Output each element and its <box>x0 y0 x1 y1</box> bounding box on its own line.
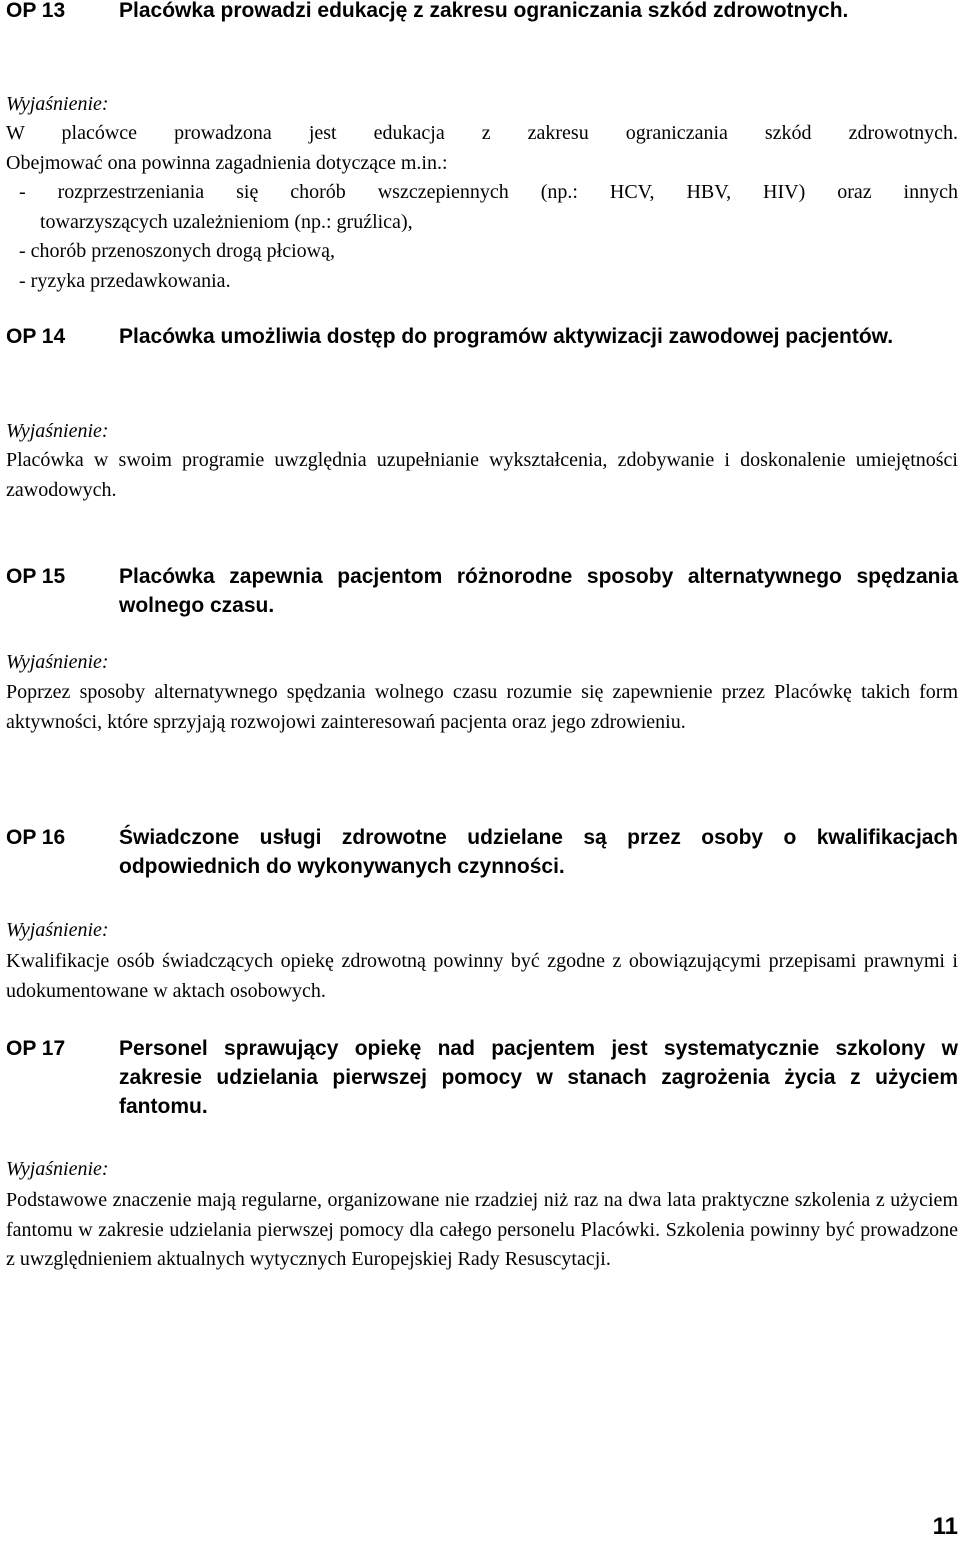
section-op13-header <box>6 0 958 25</box>
explanation-label: Wyjaśnienie: <box>6 420 109 442</box>
section-op13-explanation <box>6 119 958 296</box>
section-code: OP 15 <box>6 565 66 588</box>
list-item: - rozprzestrzeniania się chorób wszczepiennych (np.: HCV, HBV, HIV) oraz innych <box>19 181 958 203</box>
section-title: Placówka prowadzi edukację z zakresu ograniczania szkód zdrowotnych. <box>119 0 849 22</box>
section-title: Placówka zapewnia pacjentom różnorodne sposoby alternatywnego spędzania wolnego czasu. <box>119 565 958 617</box>
explanation-label: Wyjaśnienie: <box>6 651 109 673</box>
explanation-label: Wyjaśnienie: <box>6 93 109 115</box>
section-op16-header <box>6 823 958 881</box>
section-text: Kwalifikacje osób świadczących opiekę zdrowotną powinny być zgodne z obowiązującymi przepisami prawnymi i udokumentowane w aktach osobowych. <box>6 950 958 1002</box>
explanation-label: Wyjaśnienie: <box>6 919 109 941</box>
list-item: - ryzyka przedawkowania. <box>19 269 231 292</box>
section-op14-header <box>6 322 958 351</box>
explanation-line: Obejmować ona powinna zagadnienia dotyczące m.in.: <box>6 151 448 174</box>
section-code: OP 17 <box>6 1037 66 1060</box>
section-op17-header <box>6 1034 958 1121</box>
section-text: Poprzez sposoby alternatywnego spędzania wolnego czasu rozumie się zapewnienie przez Placówkę takich form aktywności, które sprzyjają rozwojowi zainteresowań pacjenta oraz jego zdrowieniu. <box>6 681 958 733</box>
section-text: Podstawowe znaczenie mają regularne, organizowane nie rzadziej niż raz na dwa lata praktyczne szkolenia z użyciem fantomu w zakresie udzielania pierwszej pomocy dla całego personelu Placówki. Szkolenia powinny być prowadzone z uwzględnieniem aktualnych wytycznych Europejskiej Rady Resuscytacji. <box>6 1189 958 1270</box>
section-code: OP 16 <box>6 826 66 849</box>
page-number: 11 <box>932 1513 958 1540</box>
list-item-continuation: towarzyszących uzależnieniom (np.: gruźlica), <box>40 210 413 233</box>
explanation-label: Wyjaśnienie: <box>6 1158 109 1180</box>
list-item: - chorób przenoszonych drogą płciową, <box>19 240 335 262</box>
section-code: OP 14 <box>6 325 66 348</box>
section-title: Świadczone usługi zdrowotne udzielane są przez osoby o kwalifikacjach odpowiednich do wykonywanych czynności. <box>119 826 958 878</box>
section-title: Personel sprawujący opiekę nad pacjentem jest systematycznie szkolony w zakresie udzielania pierwszej pomocy w stanach zagrożenia życia z użyciem fantomu. <box>119 1037 958 1118</box>
section-text: Placówka w swoim programie uwzględnia uzupełnianie wykształcenia, zdobywanie i doskonalenie umiejętności zawodowych. <box>6 449 958 501</box>
section-op15-header <box>6 562 958 620</box>
explanation-line: W placówce prowadzona jest edukacja z zakresu ograniczania szkód zdrowotnych. <box>6 122 958 144</box>
section-code: OP 13 <box>6 0 66 22</box>
section-title: Placówka umożliwia dostęp do programów aktywizacji zawodowej pacjentów. <box>119 325 894 348</box>
